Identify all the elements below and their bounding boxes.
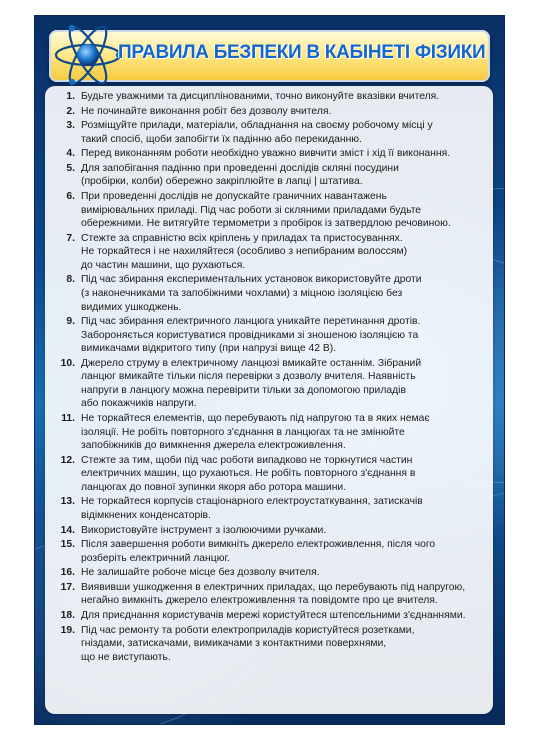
- rule-text-line: Виявивши ушкодження в електричних приладах, що перебувають під напругою,: [81, 581, 466, 593]
- rule-text-line: відімкнених конденсаторів.: [81, 509, 211, 521]
- rule-number: 10.: [60, 357, 75, 369]
- rule-text: [81, 90, 485, 104]
- rule-text-line: або покажчиків напруги.: [81, 398, 197, 410]
- rule-text-line: ланцюг вмикайте тільки після перевірки з дозволу вчителя. Наявність: [81, 371, 416, 383]
- rule-item: [51, 581, 485, 608]
- rule-item: [51, 454, 485, 495]
- rule-text-line: гніздами, затискачами, вимикачами з контактними поверхнями,: [81, 638, 387, 650]
- rule-item: [51, 609, 485, 623]
- rule-item: [51, 119, 485, 146]
- rule-item: [51, 232, 485, 273]
- rule-text: [81, 105, 485, 119]
- rule-text-line: Під час ремонту та роботи електроприладів користуйтеся розетками,: [81, 624, 415, 636]
- rule-number: 5.: [66, 162, 75, 174]
- rule-item: [51, 538, 485, 565]
- rule-number: 17.: [60, 581, 75, 593]
- rule-text: [81, 495, 485, 522]
- atom-icon: [53, 22, 123, 88]
- page-title: ПРАВИЛА БЕЗПЕКИ В КАБІНЕТІ ФІЗИКИ: [118, 42, 486, 63]
- rule-number: 19.: [60, 624, 75, 636]
- rule-text-line: негайно вимкніть джерело електроживлення та повідомте про це вчителя.: [81, 595, 438, 607]
- rule-text: [81, 273, 485, 314]
- rule-text-line: що не виступають.: [81, 651, 171, 663]
- rule-text: [81, 412, 485, 453]
- rule-text-line: напруги в ланцюгу можна перевірити тільки за допомогою приладів: [81, 384, 406, 396]
- rule-item: [51, 105, 485, 119]
- rule-text-line: Не починайте виконання робіт без дозволу вчителя.: [81, 105, 332, 117]
- rule-number: 15.: [60, 539, 75, 551]
- rules-panel: [45, 86, 493, 714]
- rule-text-line: Джерело струму в електричному ланцюзі вмикайте останнім. Зібраний: [81, 357, 422, 369]
- rule-text-line: Стежте за справністю всіх кріплень у приладах та пристосуваннях.: [81, 232, 403, 244]
- rule-text: [81, 162, 485, 189]
- rule-text: [81, 566, 485, 580]
- rule-text: [81, 538, 485, 565]
- rule-number: 12.: [60, 454, 75, 466]
- rule-text-line: Не торкайтеся елементів, що перебувають під напругою та в яких немає: [81, 413, 430, 425]
- rule-text-line: Розміщуйте прилади, матеріали, обладнання на своєму робочому місці у: [81, 120, 433, 132]
- rule-number: 1.: [66, 91, 75, 102]
- rule-text: [81, 454, 485, 495]
- rule-item: [51, 147, 485, 161]
- rule-text: [81, 581, 485, 608]
- rule-text-line: Забороняється користуватися провідниками зі зношеною ізоляцією та: [81, 329, 419, 341]
- rule-text-line: Під час збирання електричного ланцюга уникайте перетинання дротів.: [81, 316, 421, 328]
- rule-item: [51, 315, 485, 356]
- rule-item: [51, 524, 485, 538]
- rule-number: 11.: [61, 413, 75, 425]
- rule-number: 16.: [60, 567, 75, 579]
- rule-text: [81, 147, 485, 161]
- rule-item: [51, 357, 485, 411]
- rule-item: [51, 273, 485, 314]
- rule-item: [51, 624, 485, 665]
- rule-text-line: (пробірки, колби) обережно закріплюйте в лапці | штатива.: [81, 176, 363, 188]
- rule-text-line: ізоляції. Не робіть повторного з'єднання в ланцюгах та не змінюйте: [81, 426, 405, 438]
- rule-text-line: Стежте за тим, щоби під час роботи випадково не торкнутися частин: [81, 454, 413, 466]
- rule-text: [81, 609, 485, 623]
- rule-text-line: запобіжників до вимкнення джерела електроживлення.: [81, 440, 346, 452]
- rule-text-line: Не торкайтеся і не нахиляйтеся (особливо з непибраним волоссям): [81, 246, 408, 258]
- rule-number: 2.: [66, 105, 75, 117]
- rule-text-line: Будьте уважними та дисциплінованими, точно виконуйте вказівки вчителя.: [81, 91, 440, 102]
- rule-text-line: Під час збирання експериментальних установок використовуйте дроти: [81, 274, 422, 286]
- rule-number: 13.: [60, 496, 75, 508]
- rule-text-line: до частин машини, що рухаються.: [81, 259, 246, 271]
- rule-text-line: Після завершення роботи вимкніть джерело електроживлення, після чого: [81, 539, 436, 551]
- rule-text-line: Перед виконанням роботи необхідно уважно вивчити зміст і хід її виконання.: [81, 148, 451, 160]
- rule-text-line: вимірювальних приладі. Під час роботи зі скляними приладами будьте: [81, 204, 422, 216]
- rule-item: [51, 90, 485, 104]
- rule-text-line: Використовуйте інструмент з ізолюючими ручками.: [81, 524, 327, 536]
- rule-text-line: розберіть електричний ланцюг.: [81, 552, 230, 564]
- rule-text-line: Для приєднання користувачів мережі користуйтеся штепсельними з'єднаннями.: [81, 610, 466, 622]
- rule-item: [51, 162, 485, 189]
- rule-text: [81, 119, 485, 146]
- rule-text-line: Не залишайте робоче місце без дозволу вчителя.: [81, 567, 320, 579]
- rule-item: [51, 190, 485, 231]
- rule-number: 8.: [66, 274, 75, 286]
- rule-number: 9.: [66, 316, 75, 328]
- rule-text-line: вимикачами відкритого типу (при напрузі вище 42 В).: [81, 343, 337, 355]
- rule-text-line: Для запобігання падінню при проведенні дослідів скляні посудини: [81, 162, 399, 174]
- rule-text: [81, 315, 485, 356]
- rule-text-line: ланцюгах до повної зупинки якоря або ротора машини.: [81, 481, 347, 493]
- rule-text-line: обережними. Не витягуйте термометри з пробірок із затвердлою речовиною.: [81, 218, 451, 230]
- rules-list: [45, 86, 493, 664]
- rule-text: [81, 524, 485, 538]
- rule-text: [81, 357, 485, 411]
- rule-text: [81, 190, 485, 231]
- rule-text-line: (з наконечниками та запобіжними чохлами) з міцною ізоляцією без: [81, 287, 403, 299]
- rule-number: 6.: [66, 191, 75, 203]
- rule-number: 3.: [66, 120, 75, 132]
- rule-item: [51, 566, 485, 580]
- rule-number: 7.: [66, 232, 75, 244]
- rule-item: [51, 495, 485, 522]
- rule-number: 14.: [60, 524, 75, 536]
- rule-text-line: такий спосіб, щоби запобігти їх падінню або перекиданню.: [81, 133, 362, 145]
- rule-text-line: Не торкайтеся корпусів стаціонарного електроустаткування, затискачів: [81, 496, 423, 508]
- rule-text-line: видимих ушкоджень.: [81, 301, 182, 313]
- rule-text: [81, 232, 485, 273]
- rule-number: 4.: [66, 148, 75, 160]
- safety-poster: [35, 16, 504, 724]
- rule-text: [81, 624, 485, 665]
- rule-number: 18.: [60, 610, 75, 622]
- rule-text-line: електричних машин, що рухаються. Не робіть повторного з'єднання в: [81, 468, 416, 480]
- rule-item: [51, 412, 485, 453]
- rule-text-line: При проведенні дослідів не допускайте граничних навантажень: [81, 191, 387, 203]
